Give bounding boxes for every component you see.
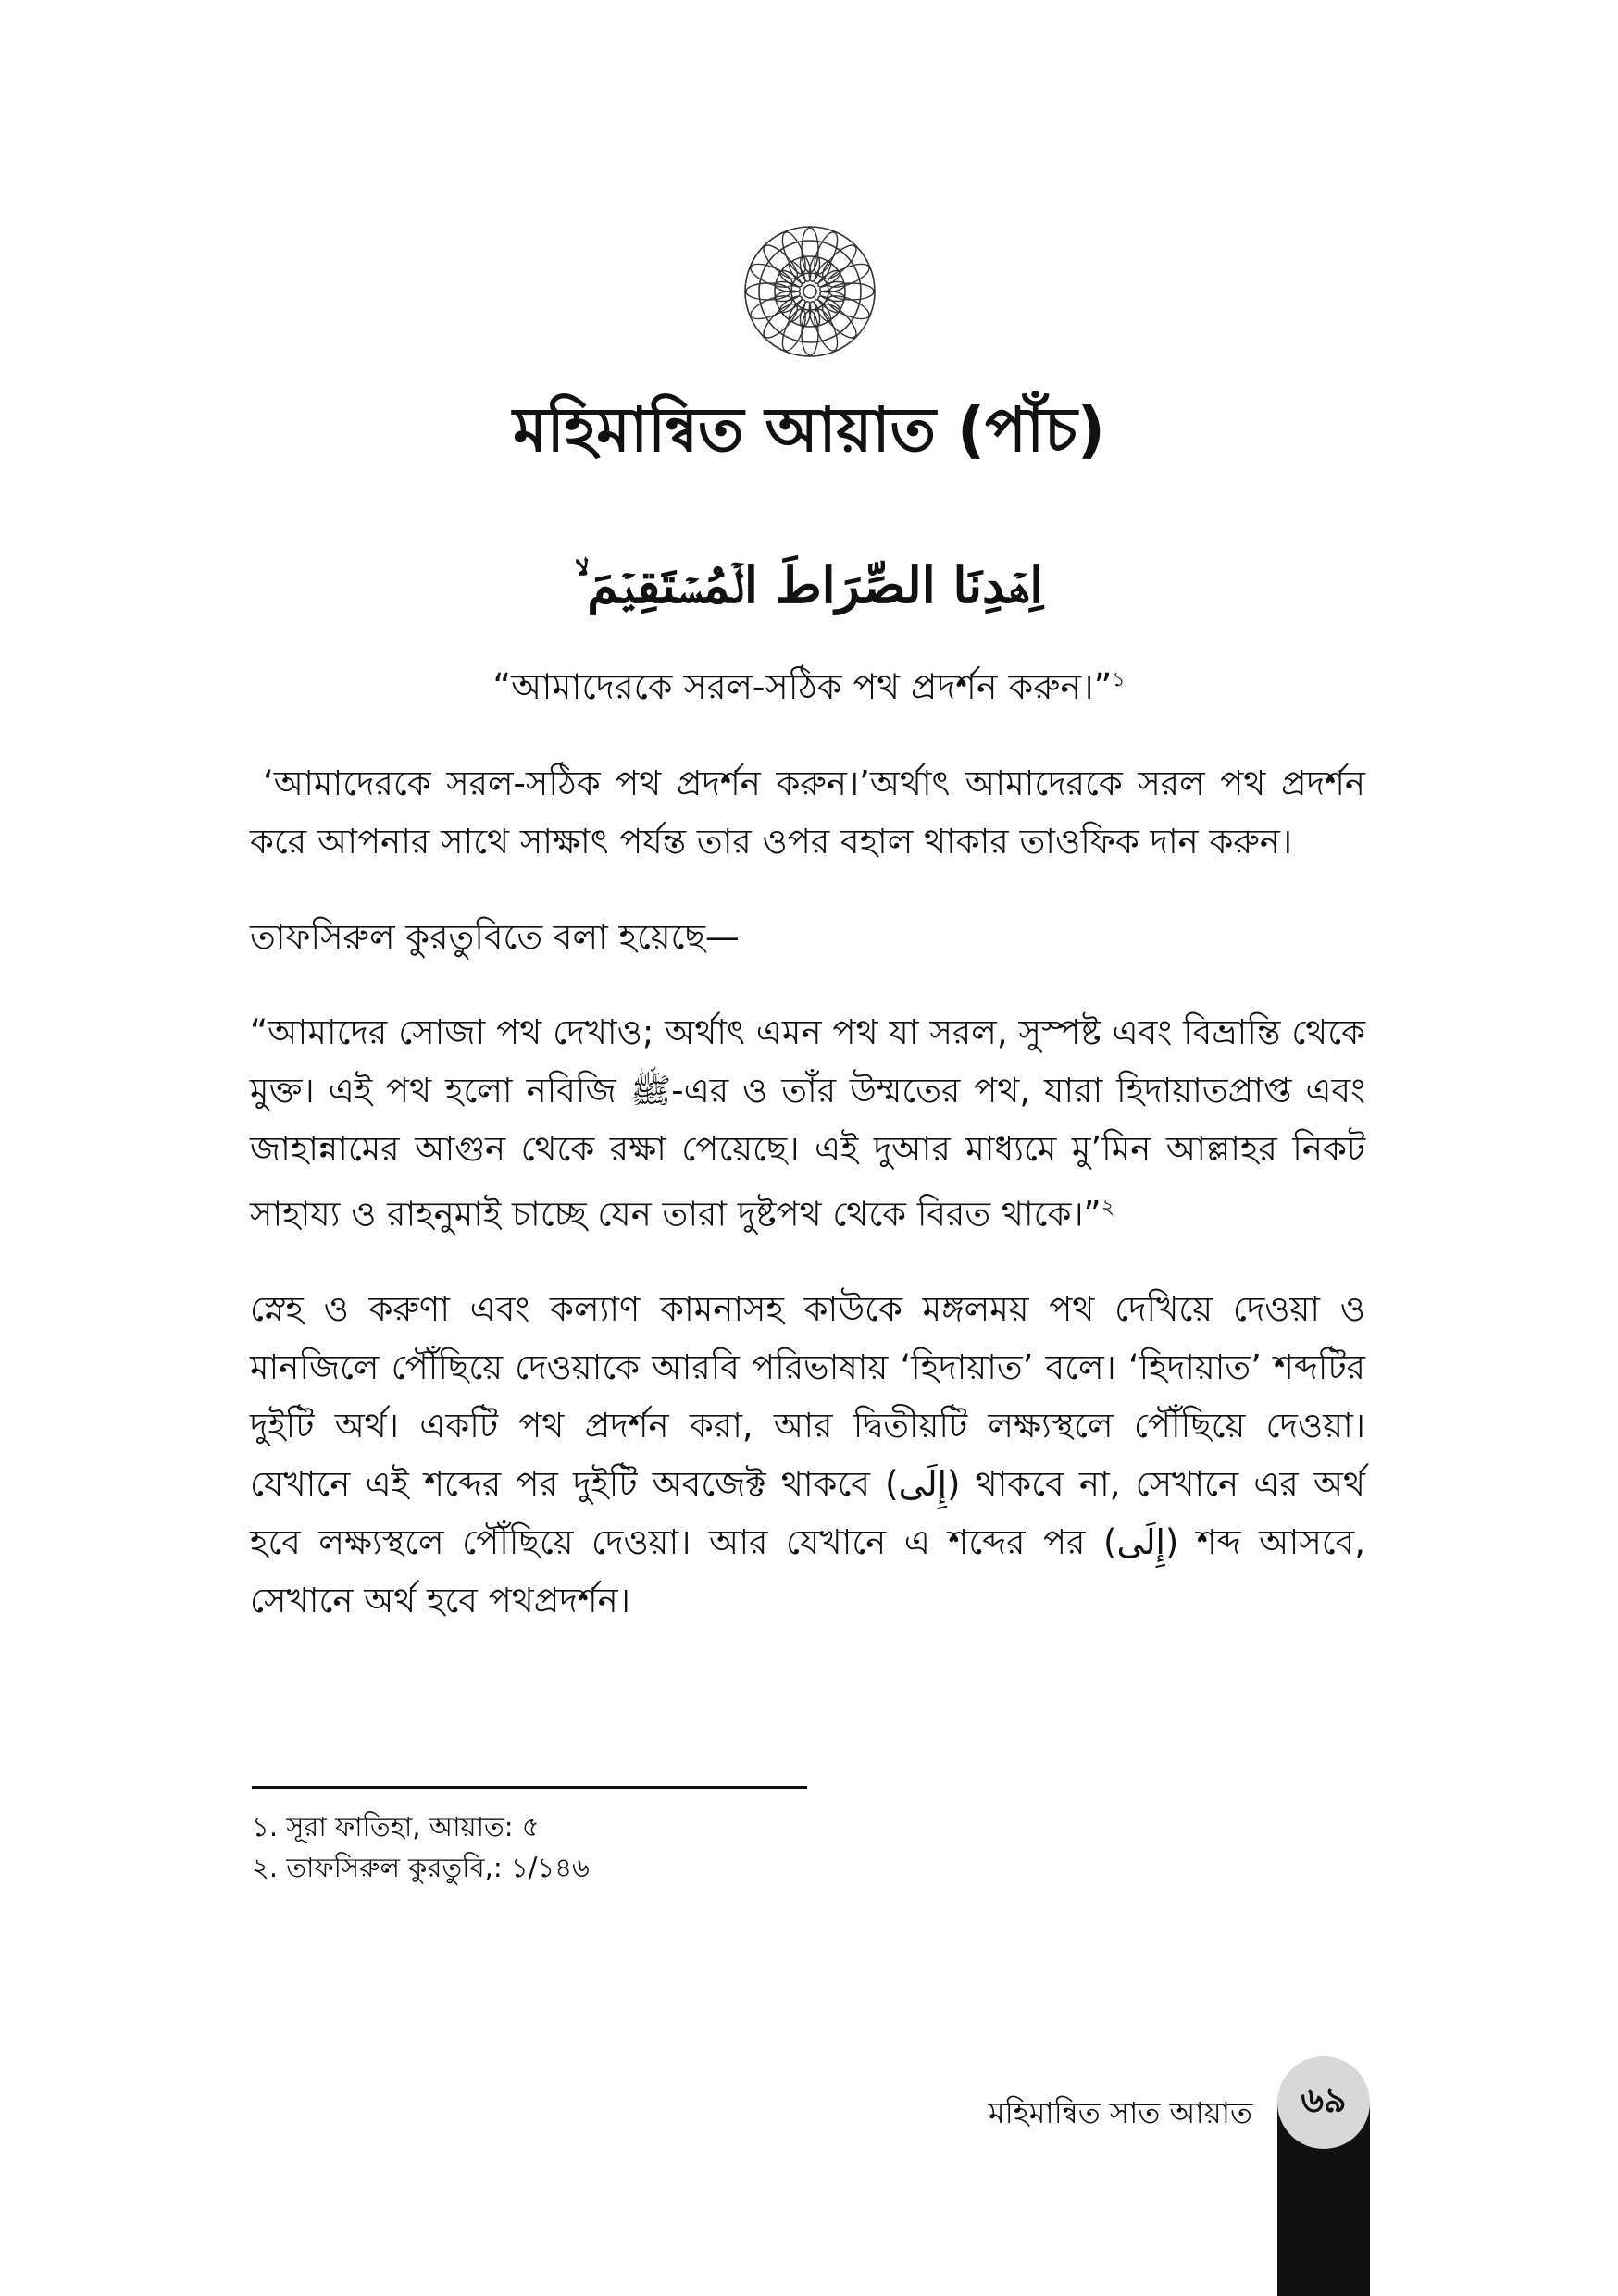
paragraph-qurtubi-quote [250, 1003, 1365, 1243]
arabic-verse: اِهۡدِنَا الصِّرَاطَ الۡمُسۡتَقِیۡمَ ۙ [574, 555, 1044, 614]
paragraph-hidayah-meaning: স্নেহ ও করুণা এবং কল্যাণ কামনাসহ কাউকে মঙ্গলময় পথ দেখিয়ে দেওয়া ও মানজিলে পৌঁছিয়ে দেওয়াকে আরবি পরিভাষায় ‘হিদায়াত’ বলে। ‘হিদায়াত’ শব্দটির দুইটি অর্থ। একটি পথ প্রদর্শন করা, আর দ্বিতীয়টি লক্ষ্যস্থলে পৌঁছিয়ে দেওয়া। যেখানে এই শব্দের পর দুইটি অবজেক্ট থাকবে (إِلَى) থাকবে না, সেখানে এর অর্থ হবে লক্ষ্যস্থলে পৌঁছিয়ে দেওয়া। আর যেখানে এ শব্দের পর (إِلَى) শব্দ আসবে, সেখানে অর্থ হবে পথপ্রদর্শন। [250, 1289, 1365, 1621]
page-title: মহিমান্বিত আয়াত (পাঁচ) [513, 394, 1105, 465]
paragraph-explanation: ‘আমাদেরকে সরল-সঠিক পথ প্রদর্শন করুন।’অর্থাৎ আমাদেরকে সরল পথ প্রদর্শন করে আপনার সাথে সাক্ষাৎ পর্যন্ত তার ওপর বহাল থাকার তাওফিক দান করুন। [250, 763, 1365, 862]
quote-text: “আমাদের সোজা পথ দেখাও; অর্থাৎ এমন পথ যা সরল, সুস্পষ্ট এবং বিভ্রান্তি থেকে মুক্ত। এই পথ হলো নবিজি ﷺ-এর ও তাঁর উম্মতের পথ, যারা হিদায়াতপ্রাপ্ত এবং জাহান্নামের আগুন থেকে রক্ষা পেয়েছে। এই দুআর মাধ্যমে মু’মিন আল্লাহর নিকট সাহায্য ও রাহনুমাই চাচ্ছে যেন তারা দুষ্টপথ থেকে বিরত থাকে।” [250, 1012, 1365, 1235]
footnote-1: ১. সূরা ফাতিহা, আয়াত: ৫ [252, 1811, 540, 1843]
footnote-ref-1: ১ [1112, 668, 1126, 692]
verse-translation [0, 664, 1618, 710]
floral-rosette-icon [741, 222, 879, 361]
page-number: ৬৯ [1277, 2056, 1370, 2149]
footnote-ref-2: ২ [1101, 1196, 1115, 1219]
body-text [250, 754, 1365, 1667]
translation-text: “আমাদেরকে সরল-সঠিক পথ প্রদর্শন করুন।” [492, 666, 1113, 707]
footnote-divider [252, 1786, 807, 1789]
footnote-2: ২. তাফসিরুল কুরতুবি,: ১/১৪৬ [252, 1852, 590, 1883]
paragraph-qurtubi-intro: তাফসিরুল কুরতুবিতে বলা হয়েছে— [250, 917, 740, 957]
running-footer-title: মহিমান্বিত সাত আয়াত [988, 2095, 1252, 2130]
footnotes [252, 1806, 1085, 1888]
